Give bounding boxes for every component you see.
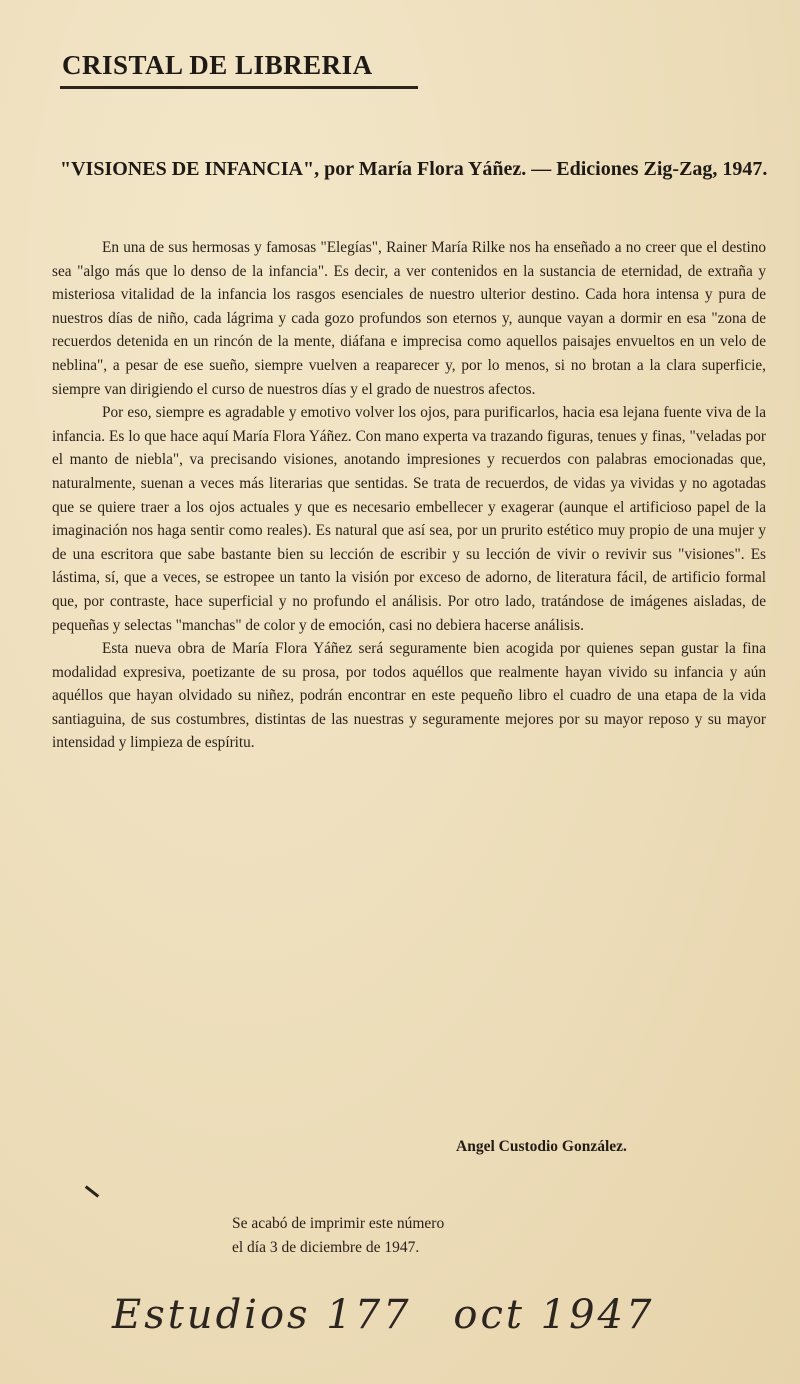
review-paragraph: En una de sus hermosas y famosas "Elegías", Rainer María Rilke nos ha enseñado a no creer que el destino sea "algo más que lo denso de la infancia". Es decir, a ver contenidos en la sustancia de eternidad, de extraña y misteriosa vitalidad de la infancia los rasgos esenciales de nuestro ulterior destino. Cada hora intensa y pura de nuestros días de niño, cada lágrima y cada gozo profundos son eternos y, aunque vayan a dormir en esa "zona de recuerdos detenida en un rincón de la mente, diáfana e imprecisa como aquellos paisajes envueltos en un velo de neblina", a pesar de ese sueño, siempre vuelven a reaparecer y, por lo menos, si no brotan a la clara superficie, siempre van dirigiendo el curso de nuestros días y el grado de nuestros afectos. xyxy=(52,239,766,398)
review-headline: "VISIONES DE INFANCIA", por María Flora Yáñez. — Ediciones Zig-Zag, 1947. xyxy=(60,158,768,180)
title-underline xyxy=(60,86,418,89)
review-body xyxy=(52,236,766,755)
annotation-issue: Estudios 177 xyxy=(112,1292,412,1338)
review-paragraph: Esta nueva obra de María Flora Yáñez será seguramente bien acogida por quienes sepan gustar la fina modalidad expresiva, poetizante de su prosa, por todos aquéllos que realmente hayan vivido su infancia y aún aquéllos que hayan olvidado su niñez, podrán encontrar en este pequeño libro el cuadro de una etapa de la vida santiaguina, de sus costumbres, distintas de las nuestras y seguramente mejores por su mayor reposo y su mayor intensidad y limpieza de espíritu. xyxy=(52,640,766,752)
handwritten-annotation xyxy=(112,1292,680,1338)
colophon-line: Se acabó de imprimir este número xyxy=(232,1215,445,1232)
review-paragraph: Por eso, siempre es agradable y emotivo volver los ojos, para purificarlos, hacia esa lejana fuente viva de la infancia. Es lo que hace aquí María Flora Yáñez. Con mano experta va trazando figuras, tenues y finas, "veladas por el manto de niebla", va precisando visiones, anotando impresiones y recuerdos con palabras emocionadas que, naturalmente, suenan a veces más literarias que sentidas. Se trata de recuerdos, de vidas ya vividas y no agotadas que se quiere traer a los ojos actuales y que es necesario embellecer y exagerar (aunque el artificioso papel de la imaginación nos haga sentir como reales). Es natural que así sea, por un prurito estético muy propio de una mujer y de una escritora que sabe bastante bien su lección de escribir y su lección de vivir o revivir sus "visiones". Es lástima, sí, que a veces, se estropee un tanto la visión por exceso de adorno, de literatura fácil, de artificio formal que, por contraste, hace superficial y no profundo el análisis. Por otro lado, tratándose de imágenes aisladas, de pequeñas y selectas "manchas" de color y de emoción, casi no debiera hacerse análisis. xyxy=(52,404,766,634)
review-signature: Angel Custodio González. xyxy=(456,1138,627,1155)
annotation-date: oct 1947 xyxy=(453,1292,655,1338)
section-title: CRISTAL DE LIBRERIA xyxy=(62,50,373,80)
colophon-line: el día 3 de diciembre de 1947. xyxy=(232,1239,420,1256)
colophon xyxy=(232,1212,592,1260)
pen-mark xyxy=(85,1185,99,1197)
